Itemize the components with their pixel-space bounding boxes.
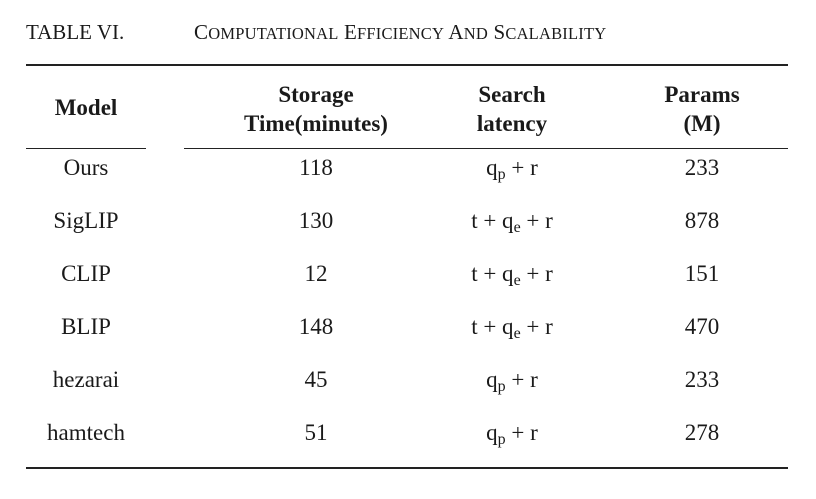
cell-storage-time: 148: [298, 314, 334, 339]
table-title: COMPUTATIONAL EFFICIENCY AND SCALABILITY: [194, 20, 607, 44]
header-params-line1: Params: [664, 82, 740, 107]
header-storage-line1: Storage: [278, 82, 354, 107]
header-storage-line2: Time(minutes): [244, 111, 388, 136]
cell-storage-time: 12: [304, 261, 328, 286]
latency-suffix: + r: [505, 367, 538, 392]
header-storage: [236, 80, 396, 138]
cell-params: 233: [684, 155, 720, 180]
header-search-line2: latency: [476, 111, 548, 136]
header-rule-model: [26, 148, 146, 149]
cell-model: SigLIP: [53, 208, 119, 233]
latency-subscript: p: [497, 166, 506, 183]
latency-base: t + q: [471, 208, 514, 233]
cell-params: 278: [684, 420, 720, 445]
header-model: [26, 93, 146, 122]
latency-suffix: + r: [520, 261, 553, 286]
cell-params: 470: [684, 314, 720, 339]
cell-model: hamtech: [47, 420, 125, 445]
top-rule: [26, 64, 788, 66]
header-params-line2: (M): [683, 111, 721, 136]
header-search-line1: Search: [478, 82, 546, 107]
latency-suffix: + r: [505, 420, 538, 445]
latency-subscript: e: [513, 219, 521, 236]
latency-base: q: [486, 420, 498, 445]
cell-storage-time: 45: [304, 367, 328, 392]
cell-search-latency: [432, 154, 592, 182]
cell-model: BLIP: [61, 314, 111, 339]
cell-storage-time: 51: [304, 420, 328, 445]
cell-search-latency: [432, 260, 592, 288]
cell-storage-time: 118: [299, 155, 333, 180]
cell-model: Ours: [63, 155, 109, 180]
table-label: TABLE VI.: [26, 20, 125, 44]
latency-subscript: p: [497, 378, 506, 395]
header-params: [622, 80, 782, 138]
latency-subscript: e: [513, 325, 521, 342]
cell-storage-time: 130: [298, 208, 334, 233]
cell-model: hezarai: [52, 367, 120, 392]
cell-search-latency: [432, 366, 592, 394]
latency-suffix: + r: [520, 314, 553, 339]
cell-search-latency: [432, 207, 592, 235]
cell-params: 151: [684, 261, 720, 286]
bottom-rule: [26, 467, 788, 469]
latency-base: q: [486, 367, 498, 392]
cell-model: CLIP: [61, 261, 111, 286]
cell-params: 878: [684, 208, 720, 233]
cell-params: 233: [684, 367, 720, 392]
header-rule-data: [184, 148, 788, 149]
latency-suffix: + r: [520, 208, 553, 233]
header-model-text: Model: [54, 95, 118, 120]
latency-base: t + q: [471, 261, 514, 286]
latency-suffix: + r: [505, 155, 538, 180]
latency-base: q: [486, 155, 498, 180]
cell-search-latency: [432, 313, 592, 341]
header-search: [432, 80, 592, 138]
latency-subscript: e: [513, 272, 521, 289]
cell-search-latency: [432, 419, 592, 447]
latency-subscript: p: [497, 431, 506, 448]
latency-base: t + q: [471, 314, 514, 339]
